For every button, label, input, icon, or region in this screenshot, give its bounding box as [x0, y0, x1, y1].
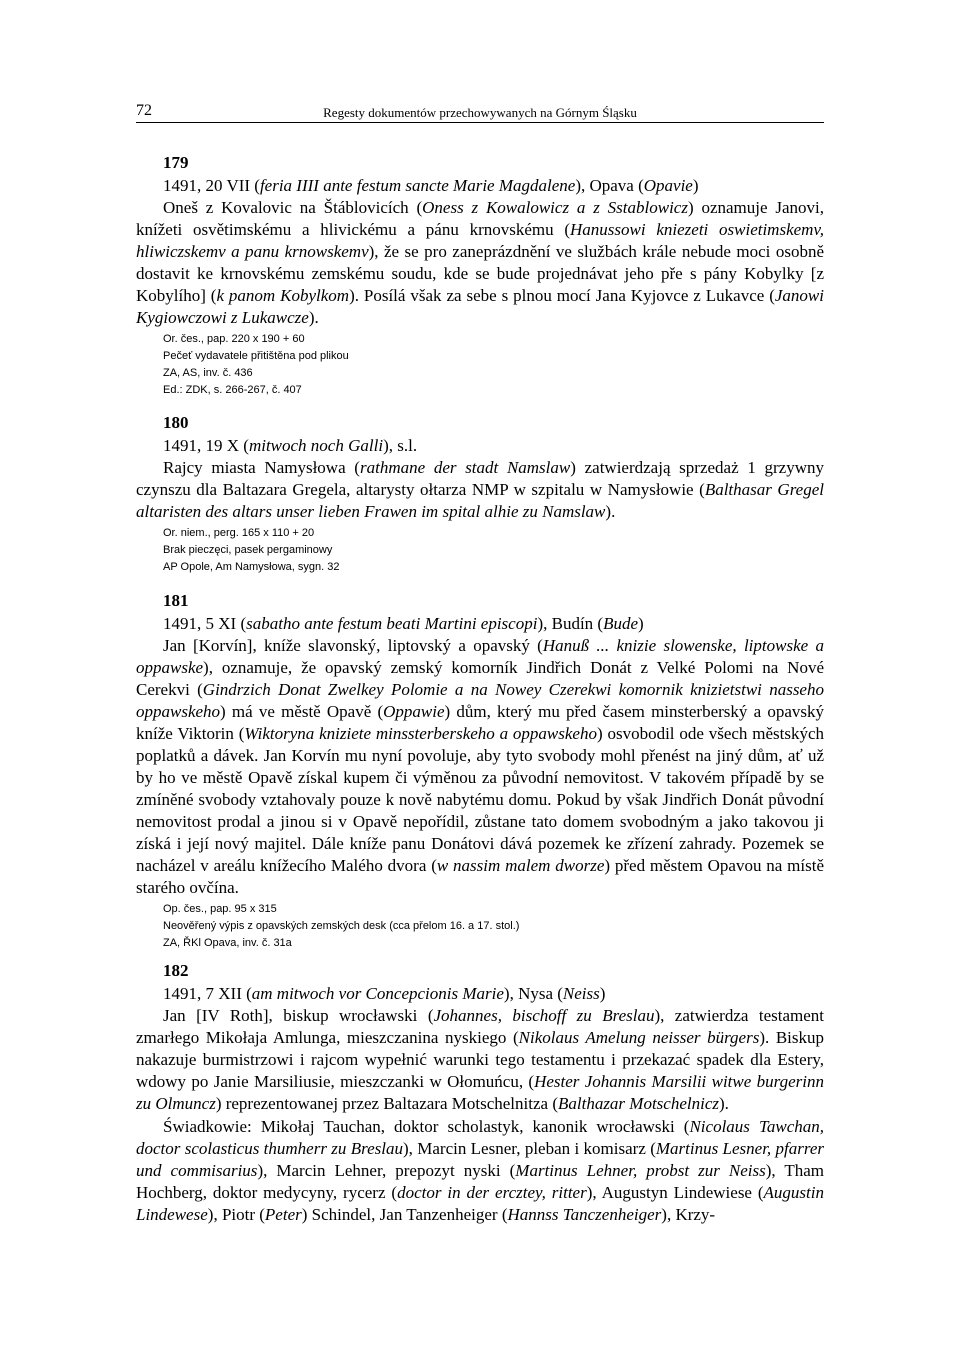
original-quote: Hanuß ... knizie slowenske, liptowske a oppawske	[136, 636, 824, 677]
summary-text: ) před městem Opavou na místě starého ovčína.	[136, 856, 824, 897]
original-quote: Johannes, bischoff zu Breslau	[433, 1006, 655, 1025]
archival-note: Op. čes., pap. 95 x 315	[163, 903, 277, 915]
original-quote: Hester Johannis Marsilii witwe burgerinn zu Olmuncz	[136, 1072, 824, 1113]
summary-text: ) osvobodil ode všech městských poplatků a dávek. Jan Korvín mu nyní povoluje, aby tyto svobody mohl přenést na jiný dům, ať už by ho ve městě Opavě získal kupem či výměnou za původní nemovitost. V takovém případě by se zmíněné svobody vztahovaly pouze k nově nabytému domu. Pokud by však Jindřich Donát původní nemovitost prodal a jinou si v Opavě nepořídil, zůstane tato domem svobodným a jako takovou ji získá i její nový majitel. Dále kníže panu Donátovi dává pozemek ke zřízení zahrady. Pozemek se nacházel v areálu knížecího Malého dvora (	[136, 724, 824, 875]
original-quote: Gindrzich Donat Zwelkey Polomie a na Nowey Czerekwi komornik knizietstwi nasseho oppawskeho	[136, 680, 824, 721]
summary-text: ) dům, který mu před časem minsterberský a opavský kníže Viktorin (	[136, 702, 824, 743]
date-text: ), Nysa (	[503, 984, 563, 1003]
summary-text: ). Posílá však za sebe s plnou mocí Jana Kyjovce z Lukavce (	[349, 286, 775, 305]
entry-date-line	[163, 613, 824, 635]
original-quote: sabatho ante festum beati Martini episcopi	[246, 614, 538, 633]
archival-note: Brak pieczęci, pasek pergaminowy	[163, 544, 333, 556]
archival-note: Ed.: ZDK, s. 266-267, č. 407	[163, 384, 302, 396]
archival-notes	[163, 901, 824, 952]
summary-text: ) Schindel, Jan Tanzenheiger (	[301, 1205, 508, 1224]
original-quote: am mitwoch vor Concepcionis Marie	[251, 984, 504, 1003]
summary-text: ), Krzy-	[661, 1205, 716, 1224]
archival-note: Pečeť vydavatele přitištěna pod plikou	[163, 350, 349, 362]
original-quote: mitwoch noch Galli	[248, 436, 384, 455]
original-quote: Janowi Kygiowczowi z Lukawcze	[136, 286, 824, 327]
original-quote: Nikolaus Amelung neisser bürgers	[518, 1028, 760, 1047]
summary-text: ) reprezentowanej przez Baltazara Motschelnitza (	[215, 1094, 558, 1113]
original-quote: Peter	[264, 1205, 302, 1224]
summary-text: ), Tham Hochberg, doktor medycyny, rycerz (	[136, 1161, 824, 1202]
original-quote: k panom Kobylkom	[216, 286, 350, 305]
entry-summary	[136, 1005, 824, 1115]
original-quote: Martinus Lesner, pfarrer und commisarius	[136, 1139, 825, 1180]
archival-note: Or. čes., pap. 220 x 190 + 60	[163, 333, 305, 345]
original-quote: Oppawie	[383, 702, 445, 721]
original-quote: Hanussowi kniezeti oswietimskemv, hliwiczskemv a panu krnowskemv	[136, 220, 824, 261]
entry-number: 179	[163, 153, 189, 172]
entry-date-line	[163, 175, 824, 197]
entry-summary	[136, 197, 824, 329]
entry-date-line	[163, 435, 824, 457]
summary-text: ). Biskup nakazuje burmistrzowi i rajcom wypełnić warunki tego testamentu i przekazać spadek dla Estery, wdowy po Janie Marsiliusie, mieszczanki w Ołomuńcu, (	[136, 1028, 824, 1091]
summary-text: Świadkowie: Mikołaj Tauchan, doktor scholastyk, kanonik wrocławski (	[163, 1117, 690, 1136]
date-text: )	[599, 984, 606, 1003]
original-quote: Neiss	[562, 984, 600, 1003]
archival-note: ZA, ŘKl Opava, inv. č. 31a	[163, 937, 292, 949]
date-text: ), Opava (	[575, 176, 644, 195]
running-title: Regesty dokumentów przechowywanych na Górnym Śląsku	[323, 105, 637, 120]
entry-number: 180	[163, 413, 189, 432]
summary-text: Jan [IV Roth], biskup wrocławski (	[163, 1006, 434, 1025]
regest-entry	[136, 960, 824, 1226]
summary-text: ).	[308, 308, 319, 327]
original-quote: doctor in der ercztey, ritter	[397, 1183, 587, 1202]
archival-notes	[163, 525, 824, 576]
original-quote: Balthazar Motschelnicz	[557, 1094, 719, 1113]
date-text: 1491, 5 XI (	[163, 614, 247, 633]
regest-entry	[136, 412, 824, 576]
date-text: ), s.l.	[383, 436, 418, 455]
original-quote: Martinus Lehner, probst zur Neiss	[515, 1161, 766, 1180]
original-quote: rathmane der stadt Namslaw	[359, 458, 571, 477]
summary-text: ), Marcin Lehner, prepozyt nyski (	[257, 1161, 516, 1180]
original-quote: Wiktoryna kniziete minssterberskeho a oppawskeho	[244, 724, 597, 743]
date-text: 1491, 7 XII (	[163, 984, 252, 1003]
regest-entry	[136, 152, 824, 399]
summary-text: ), Piotr (	[207, 1205, 265, 1224]
archival-note: AP Opole, Am Namysłowa, sygn. 32	[163, 561, 340, 573]
date-text: ), Budín (	[537, 614, 604, 633]
summary-text: ) má ve městě Opavě (	[220, 702, 384, 721]
entry-number: 182	[163, 961, 189, 980]
original-quote: Bude	[603, 614, 639, 633]
entry-summary	[136, 1116, 824, 1226]
summary-text: Rajcy miasta Namysłowa (	[163, 458, 360, 477]
original-quote: feria IIII ante festum sancte Marie Magdalene	[259, 176, 576, 195]
archival-note: Neověřený výpis z opavských zemských desk (cca přelom 16. a 17. stol.)	[163, 920, 520, 932]
original-quote: Hannss Tanczenheiger	[507, 1205, 662, 1224]
regest-entry	[136, 590, 824, 952]
summary-text: Oneš z Kovalovic na Štáblovicích (	[163, 198, 423, 217]
date-text: 1491, 20 VII (	[163, 176, 260, 195]
original-quote: Nicolaus Tawchan, doctor scolasticus thumherr zu Breslau	[136, 1117, 824, 1158]
original-quote: Augustin Lindewese	[136, 1183, 824, 1224]
archival-note: ZA, AS, inv. č. 436	[163, 367, 253, 379]
entry-number: 181	[163, 591, 189, 610]
entry-summary	[136, 635, 824, 899]
summary-text: ), že se pro zaneprázdnění ve službách krále nebude moci osobně dostavit ke krnovskému zemskému soudu, kde se bude projednávat jeho pře s pány Kobylky [z Kobylího] (	[136, 242, 824, 305]
summary-text: ), Augustyn Lindewiese (	[586, 1183, 764, 1202]
original-quote: w nassim malem dworze	[436, 856, 605, 875]
entry-date-line	[163, 983, 824, 1005]
entry-summary	[136, 457, 824, 523]
summary-text: ) zatwierdzają sprzedaż 1 grzywny czynszu dla Baltazara Gregela, altarysty ołtarza NMP w szpitalu w Namysłowie (	[136, 458, 825, 499]
summary-text: Jan [Korvín], kníže slavonský, liptovský a opavský (	[163, 636, 543, 655]
original-quote: Opavie	[643, 176, 693, 195]
summary-text: ), Marcin Lesner, pleban i komisarz (	[403, 1139, 656, 1158]
date-text: )	[692, 176, 699, 195]
summary-text: ), zatwierdza testament zmarłego Mikołaja Amlunga, mieszczanina nyskiego (	[136, 1006, 824, 1047]
page-number: 72	[136, 102, 152, 119]
summary-text: ), oznamuje, že opavský zemský komorník Jindřich Donát z Velké Polomi na Nové Cerekvi (	[136, 658, 824, 699]
summary-text: ).	[719, 1094, 729, 1113]
archival-note: Or. niem., perg. 165 x 110 + 20	[163, 527, 315, 539]
summary-text: ) oznamuje Janovi, knížeti osvětimskému a hlivickému a pánu krnovskému (	[136, 198, 824, 239]
date-text: )	[638, 614, 644, 633]
original-quote: Balthasar Gregel altaristen des altars unser lieben Frawen im spital alhie zu Namslaw	[136, 480, 824, 521]
archival-notes	[163, 331, 824, 399]
summary-text: ).	[605, 502, 616, 521]
original-quote: Oness z Kowalowicz a z Sstablowicz	[422, 198, 688, 217]
page-header	[136, 100, 824, 123]
date-text: 1491, 19 X (	[163, 436, 249, 455]
